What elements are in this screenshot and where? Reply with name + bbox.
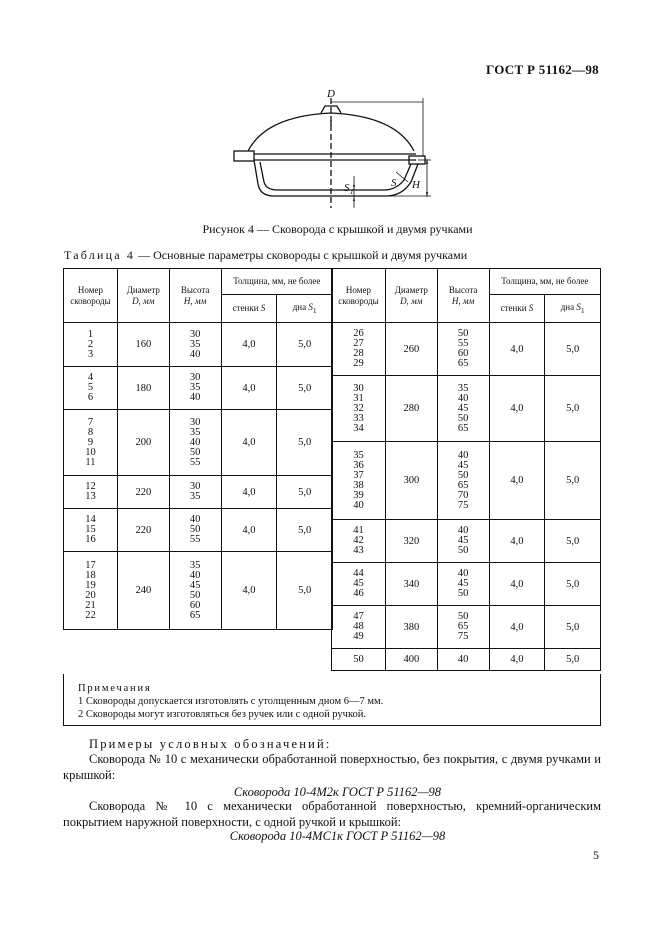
table-caption-text: — Основные параметры сковороды с крышкой и двумя ручками xyxy=(135,248,468,262)
cell-wall: 4,0 xyxy=(489,520,545,563)
pan-number: 31 xyxy=(353,392,364,404)
pan-number: 42 xyxy=(353,535,364,546)
example-2-code: Сковорода 10-4МС1к ГОСТ Р 51162—98 xyxy=(229,829,446,843)
pan-height: 65 xyxy=(457,479,469,491)
cell-wall: 4,0 xyxy=(221,410,277,476)
pan-number: 6 xyxy=(87,392,94,403)
pan-number: 7 xyxy=(87,416,94,428)
cell-diameter: 220 xyxy=(117,509,169,552)
pan-number: 17 xyxy=(85,559,96,571)
pan-height: 40 xyxy=(189,348,201,360)
label-S: S xyxy=(391,177,397,189)
cell-bottom: 5,0 xyxy=(545,606,601,649)
label-S1: S xyxy=(344,182,350,194)
pan-height: 50 xyxy=(189,589,201,601)
pan-height: 30 xyxy=(189,416,201,428)
cell-diameter: 200 xyxy=(117,410,169,476)
cell-bottom: 5,0 xyxy=(277,367,333,410)
table-row xyxy=(332,442,601,520)
cell-numbers xyxy=(332,323,386,376)
table-body-right xyxy=(332,323,601,671)
cell-diameter: 280 xyxy=(385,376,437,442)
pan-number: 26 xyxy=(353,328,364,339)
pan-number: 10 xyxy=(85,446,96,458)
cell-heights xyxy=(437,323,489,376)
params-table-left xyxy=(63,268,333,630)
pan-number: 40 xyxy=(353,499,364,511)
cell-numbers xyxy=(332,649,386,671)
pan-height: 30 xyxy=(189,372,201,383)
pan-height: 40 xyxy=(189,436,201,448)
pan-number: 15 xyxy=(85,524,96,535)
pan-number: 32 xyxy=(353,402,364,414)
cell-numbers xyxy=(64,323,118,367)
pan-height: 30 xyxy=(189,328,201,340)
pan-height: 40 xyxy=(457,392,469,404)
pan-height: 50 xyxy=(457,328,469,339)
pan-number: 2 xyxy=(87,338,94,350)
pan-number: 37 xyxy=(353,469,364,481)
pan-height: 40 xyxy=(457,653,469,665)
pan-height: 45 xyxy=(189,579,201,591)
pan-height: 35 xyxy=(189,426,201,438)
pan-number: 29 xyxy=(353,358,364,369)
col-height: Высота H, мм xyxy=(437,269,489,323)
pan-number: 3 xyxy=(87,348,94,360)
cell-heights xyxy=(437,520,489,563)
example-2-text: Сковорода № 10 с механически обработанной поверхностью, кремний-органическим покрытием наружной поверхности, с одной ручкой и крышкой: xyxy=(63,799,601,829)
cell-heights xyxy=(437,649,489,671)
pan-number: 48 xyxy=(353,621,364,632)
pan-number: 36 xyxy=(353,459,364,471)
cell-wall: 4,0 xyxy=(489,323,545,376)
pan-height: 35 xyxy=(189,382,201,393)
cell-diameter: 320 xyxy=(385,520,437,563)
pan-number: 5 xyxy=(87,382,94,393)
pan-height: 30 xyxy=(189,481,201,492)
pan-height: 50 xyxy=(457,412,469,424)
table-row xyxy=(332,606,601,649)
pan-height: 45 xyxy=(457,459,469,471)
cell-bottom: 5,0 xyxy=(277,552,333,630)
col-diameter: Диаметр D, мм xyxy=(117,269,169,323)
cell-diameter: 300 xyxy=(385,442,437,520)
cell-heights xyxy=(437,606,489,649)
cell-wall: 4,0 xyxy=(221,323,277,367)
note-item: 2 Сковороды могут изготовляться без ручек или с одной ручкой. xyxy=(78,709,367,720)
examples-heading: Примеры условных обозначений: xyxy=(89,737,332,751)
pan-number: 9 xyxy=(87,436,94,448)
table-row xyxy=(332,520,601,563)
cell-bottom: 5,0 xyxy=(277,323,333,367)
cell-numbers xyxy=(332,606,386,649)
cell-bottom: 5,0 xyxy=(545,563,601,606)
pan-height: 45 xyxy=(457,535,469,546)
cell-heights xyxy=(169,367,221,410)
pan-number: 16 xyxy=(85,534,96,545)
pan-height: 55 xyxy=(189,456,201,468)
col-number: Номер сковороды xyxy=(64,269,118,323)
label-D: D xyxy=(327,88,335,100)
pan-number: 11 xyxy=(85,456,96,468)
pan-height: 65 xyxy=(189,609,201,621)
cell-bottom: 5,0 xyxy=(545,376,601,442)
cell-bottom: 5,0 xyxy=(277,410,333,476)
table-row xyxy=(64,509,333,552)
pan-number: 14 xyxy=(85,514,96,525)
cell-numbers xyxy=(64,476,118,509)
figure-caption: Рисунок 4 — Сковорода с крышкой и двумя ручками xyxy=(202,222,473,236)
cell-numbers xyxy=(332,520,386,563)
example-1-code: Сковорода 10-4М2к ГОСТ Р 51162—98 xyxy=(233,785,442,799)
pan-number: 27 xyxy=(353,338,364,349)
pan-number: 28 xyxy=(353,348,364,359)
pan-number: 22 xyxy=(85,609,96,621)
pan-number: 33 xyxy=(353,412,364,424)
pan-height: 50 xyxy=(189,524,201,535)
col-bottom: дна $S_1$ xyxy=(545,295,601,323)
cell-diameter: 260 xyxy=(385,323,437,376)
pan-height: 50 xyxy=(457,611,469,622)
pan-number: 30 xyxy=(353,382,364,394)
frying-pan-figure xyxy=(226,86,436,216)
pan-number: 8 xyxy=(87,426,94,438)
pan-number: 13 xyxy=(85,491,96,502)
pan-height: 40 xyxy=(189,392,201,403)
table-row xyxy=(64,476,333,509)
notes-heading: Примечания xyxy=(78,683,152,694)
label-H: H xyxy=(412,179,420,191)
page-number: 5 xyxy=(593,848,599,862)
table-row xyxy=(64,552,333,630)
cell-heights xyxy=(169,410,221,476)
pan-height: 50 xyxy=(457,469,469,481)
cell-wall: 4,0 xyxy=(489,649,545,671)
pan-height: 45 xyxy=(457,402,469,414)
cell-diameter: 400 xyxy=(385,649,437,671)
pan-height: 35 xyxy=(189,559,201,571)
col-thickness: Толщина, мм, не более xyxy=(489,269,600,295)
table-row xyxy=(64,367,333,410)
pan-height: 70 xyxy=(457,489,469,501)
pan-number: 35 xyxy=(353,449,364,461)
pan-number: 50 xyxy=(353,653,364,665)
pan-height: 35 xyxy=(189,491,201,502)
pan-height: 50 xyxy=(457,545,469,556)
cell-heights xyxy=(437,376,489,442)
cell-wall: 4,0 xyxy=(489,606,545,649)
cell-heights xyxy=(169,476,221,509)
cell-wall: 4,0 xyxy=(221,552,277,630)
table-caption xyxy=(64,248,467,263)
cell-bottom: 5,0 xyxy=(545,520,601,563)
col-bottom: дна $S_1$ xyxy=(277,295,333,323)
pan-height: 50 xyxy=(457,588,469,599)
pan-height: 50 xyxy=(189,446,201,458)
pan-height: 35 xyxy=(457,382,469,394)
col-number: Номер сковороды xyxy=(332,269,386,323)
cell-heights xyxy=(437,442,489,520)
table-row xyxy=(332,649,601,671)
pan-number: 41 xyxy=(353,525,364,536)
pan-height: 60 xyxy=(189,599,201,611)
pan-height: 40 xyxy=(189,569,201,581)
example-1-text: Сковорода № 10 с механически обработанной поверхностью, без покрытия, с двумя ручками и крышкой: xyxy=(63,752,601,782)
params-table-right xyxy=(331,268,601,671)
col-wall: стенки S xyxy=(489,295,545,323)
cell-numbers xyxy=(332,442,386,520)
col-wall: стенки S xyxy=(221,295,277,323)
pan-height: 40 xyxy=(457,525,469,536)
pan-height: 75 xyxy=(457,499,469,511)
pan-number: 44 xyxy=(353,568,364,579)
pan-number: 21 xyxy=(85,599,96,611)
table-notes xyxy=(63,674,601,726)
col-thickness: Толщина, мм, не более xyxy=(221,269,332,295)
cell-heights xyxy=(169,509,221,552)
pan-number: 46 xyxy=(353,588,364,599)
pan-height: 40 xyxy=(457,568,469,579)
cell-numbers xyxy=(64,509,118,552)
table-row xyxy=(64,410,333,476)
cell-diameter: 220 xyxy=(117,476,169,509)
pan-height: 65 xyxy=(457,422,469,434)
cell-bottom: 5,0 xyxy=(545,442,601,520)
table-body-left xyxy=(64,323,333,630)
cell-wall: 4,0 xyxy=(221,476,277,509)
cell-heights xyxy=(169,552,221,630)
pan-number: 49 xyxy=(353,631,364,642)
table-row xyxy=(332,376,601,442)
pan-number: 47 xyxy=(353,611,364,622)
cell-bottom: 5,0 xyxy=(277,476,333,509)
col-diameter: Диаметр D, мм xyxy=(385,269,437,323)
pan-height: 55 xyxy=(189,534,201,545)
pan-number: 18 xyxy=(85,569,96,581)
pan-number: 43 xyxy=(353,545,364,556)
cell-numbers xyxy=(332,376,386,442)
table-row xyxy=(64,323,333,367)
pan-height: 65 xyxy=(457,358,469,369)
cell-wall: 4,0 xyxy=(221,509,277,552)
table-row xyxy=(332,323,601,376)
pan-number: 34 xyxy=(353,422,364,434)
cell-heights xyxy=(169,323,221,367)
pan-number: 12 xyxy=(85,481,96,492)
cell-diameter: 240 xyxy=(117,552,169,630)
cell-wall: 4,0 xyxy=(221,367,277,410)
cell-diameter: 380 xyxy=(385,606,437,649)
cell-wall: 4,0 xyxy=(489,376,545,442)
col-height: Высота H, мм xyxy=(169,269,221,323)
pan-number: 19 xyxy=(85,579,96,591)
cell-numbers xyxy=(64,552,118,630)
pan-height: 60 xyxy=(457,348,469,359)
cell-bottom: 5,0 xyxy=(277,509,333,552)
pan-number: 38 xyxy=(353,479,364,491)
pan-number: 4 xyxy=(87,372,94,383)
pan-number: 20 xyxy=(85,589,96,601)
cell-bottom: 5,0 xyxy=(545,649,601,671)
note-item: 1 Сковороды допускается изготовлять с утолщенным дном 6—7 мм. xyxy=(78,696,384,707)
table-row xyxy=(332,563,601,606)
cell-numbers xyxy=(64,410,118,476)
pan-height: 35 xyxy=(189,338,201,350)
pan-height: 55 xyxy=(457,338,469,349)
cell-heights xyxy=(437,563,489,606)
standard-header: ГОСТ Р 51162—98 xyxy=(485,62,599,77)
pan-height: 65 xyxy=(457,621,469,632)
pan-number: 45 xyxy=(353,578,364,589)
cell-diameter: 180 xyxy=(117,367,169,410)
pan-number: 39 xyxy=(353,489,364,501)
cell-diameter: 340 xyxy=(385,563,437,606)
cell-wall: 4,0 xyxy=(489,563,545,606)
cell-numbers xyxy=(64,367,118,410)
label-S1-sub: 1 xyxy=(350,188,354,196)
cell-wall: 4,0 xyxy=(489,442,545,520)
pan-height: 75 xyxy=(457,631,469,642)
cell-numbers xyxy=(332,563,386,606)
pan-height: 40 xyxy=(189,514,201,525)
pan-height: 40 xyxy=(457,449,469,461)
cell-diameter: 160 xyxy=(117,323,169,367)
pan-number: 1 xyxy=(87,328,94,340)
table-caption-label: Таблица 4 xyxy=(64,248,136,262)
pan-height: 45 xyxy=(457,578,469,589)
cell-bottom: 5,0 xyxy=(545,323,601,376)
